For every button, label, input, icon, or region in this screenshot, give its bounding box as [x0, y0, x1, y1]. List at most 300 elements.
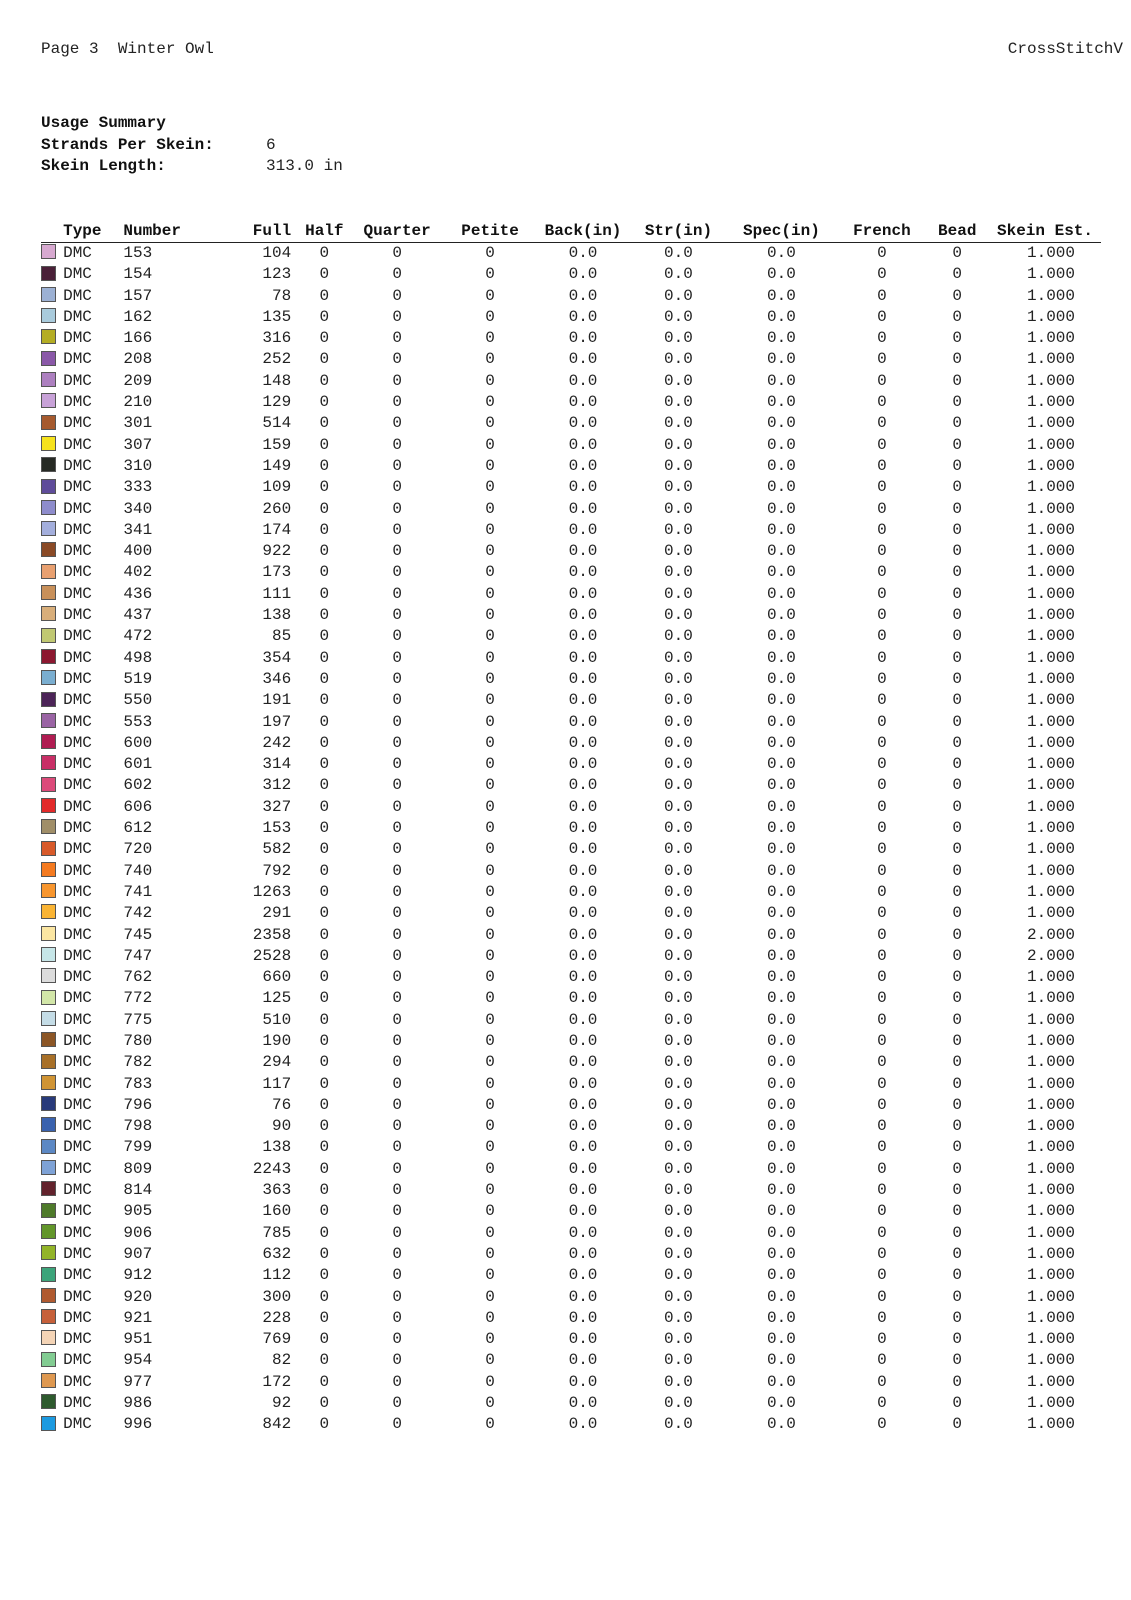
special-stitch-length: 0.0	[767, 1330, 796, 1349]
quarter-stitch-count: 0	[392, 968, 402, 987]
skein-estimate: 1.000	[1026, 904, 1075, 923]
thread-number: 921	[123, 1308, 153, 1327]
full-stitch-count: 117	[262, 1074, 292, 1093]
color-swatch	[41, 1054, 56, 1069]
half-stitch-count: 0	[319, 755, 330, 774]
backstitch-length: 0.0	[568, 1095, 598, 1114]
thread-number: 612	[123, 819, 153, 838]
skein-estimate: 1.000	[1026, 1181, 1075, 1200]
petite-stitch-count: 0	[485, 1053, 495, 1072]
quarter-stitch-count: 0	[392, 478, 402, 497]
bead-count: 0	[952, 499, 963, 518]
thread-type: DMC	[63, 733, 92, 752]
straight-stitch-length: 0.0	[664, 1117, 693, 1136]
table-row	[41, 1095, 1101, 1116]
thread-number: 437	[123, 606, 153, 625]
full-stitch-count: 510	[262, 1010, 292, 1029]
color-swatch	[41, 777, 56, 792]
french-knot-count: 0	[877, 1031, 887, 1050]
backstitch-length: 0.0	[568, 435, 598, 454]
skein-estimate: 1.000	[1026, 648, 1075, 667]
color-swatch	[41, 1075, 56, 1090]
french-knot-count: 0	[877, 989, 887, 1008]
petite-stitch-count: 0	[485, 1095, 495, 1114]
skein-estimate: 1.000	[1026, 499, 1075, 518]
table-row	[41, 967, 1101, 988]
french-knot-count: 0	[877, 1394, 887, 1413]
swatch-cell	[41, 775, 63, 796]
backstitch-length: 0.0	[568, 1031, 598, 1050]
table-row	[41, 775, 1101, 796]
swatch-cell	[41, 1159, 63, 1180]
bead-count: 0	[952, 1287, 963, 1306]
skein-estimate: 1.000	[1026, 1394, 1075, 1413]
thread-type: DMC	[63, 499, 92, 518]
thread-type: DMC	[63, 1095, 92, 1114]
skein-estimate: 1.000	[1026, 1010, 1075, 1029]
skein-estimate: 1.000	[1026, 1372, 1075, 1391]
backstitch-length: 0.0	[568, 797, 598, 816]
table-row	[41, 435, 1101, 456]
petite-stitch-count: 0	[485, 520, 495, 539]
full-stitch-count: 135	[262, 307, 292, 326]
half-stitch-count: 0	[319, 1287, 330, 1306]
table-row	[41, 882, 1101, 903]
table-row	[41, 1223, 1101, 1244]
skein-estimate: 1.000	[1026, 1266, 1075, 1285]
bead-count: 0	[952, 946, 963, 965]
thread-type: DMC	[63, 1372, 92, 1391]
bead-count: 0	[952, 1181, 963, 1200]
petite-stitch-count: 0	[485, 904, 495, 923]
skein-estimate: 1.000	[1026, 393, 1075, 412]
petite-stitch-count: 0	[485, 1266, 495, 1285]
skein-estimate: 1.000	[1026, 797, 1075, 816]
table-row	[41, 1180, 1101, 1201]
backstitch-length: 0.0	[568, 286, 598, 305]
thread-number: 310	[123, 456, 153, 475]
thread-type: DMC	[63, 478, 92, 497]
backstitch-length: 0.0	[568, 350, 598, 369]
thread-type: DMC	[63, 819, 92, 838]
straight-stitch-length: 0.0	[664, 563, 693, 582]
special-stitch-length: 0.0	[767, 1010, 796, 1029]
skein-length-value: 313.0 in	[266, 157, 343, 175]
quarter-stitch-count: 0	[392, 989, 402, 1008]
full-stitch-count: 660	[262, 968, 292, 987]
swatch-cell	[41, 328, 63, 349]
swatch-cell	[41, 818, 63, 839]
thread-type: DMC	[63, 584, 92, 603]
straight-stitch-length: 0.0	[664, 691, 693, 710]
half-stitch-count: 0	[319, 1308, 330, 1327]
quarter-stitch-count: 0	[392, 1330, 402, 1349]
swatch-cell	[41, 456, 63, 477]
special-stitch-length: 0.0	[767, 1117, 796, 1136]
thread-number: 333	[123, 478, 153, 497]
petite-stitch-count: 0	[485, 1351, 495, 1370]
petite-stitch-count: 0	[485, 1117, 495, 1136]
thread-number: 210	[123, 393, 153, 412]
table-header-row	[41, 220, 1101, 243]
thread-number: 742	[123, 904, 153, 923]
skein-estimate: 1.000	[1026, 1095, 1075, 1114]
french-knot-count: 0	[877, 712, 887, 731]
thread-type: DMC	[63, 968, 92, 987]
petite-stitch-count: 0	[485, 371, 495, 390]
straight-stitch-length: 0.0	[664, 265, 693, 284]
table-row	[41, 1244, 1101, 1265]
color-swatch	[41, 947, 56, 962]
petite-stitch-count: 0	[485, 265, 495, 284]
swatch-cell	[41, 392, 63, 413]
swatch-cell	[41, 541, 63, 562]
half-stitch-count: 0	[319, 691, 330, 710]
bead-count: 0	[952, 329, 963, 348]
color-swatch	[41, 990, 56, 1005]
swatch-cell	[41, 520, 63, 541]
thread-number: 602	[123, 776, 153, 795]
column-header: Back(in)	[535, 220, 630, 243]
special-stitch-length: 0.0	[767, 1181, 796, 1200]
backstitch-length: 0.0	[568, 669, 598, 688]
straight-stitch-length: 0.0	[664, 371, 693, 390]
quarter-stitch-count: 0	[392, 350, 402, 369]
table-row	[41, 903, 1101, 924]
skein-estimate: 2.000	[1026, 946, 1075, 965]
french-knot-count: 0	[877, 1266, 887, 1285]
table-row	[41, 562, 1101, 583]
quarter-stitch-count: 0	[392, 1308, 402, 1327]
french-knot-count: 0	[877, 286, 887, 305]
petite-stitch-count: 0	[485, 861, 495, 880]
backstitch-length: 0.0	[568, 606, 598, 625]
thread-number: 780	[123, 1031, 153, 1050]
backstitch-length: 0.0	[568, 456, 598, 475]
skein-estimate: 1.000	[1026, 1138, 1075, 1157]
half-stitch-count: 0	[319, 414, 330, 433]
thread-number: 977	[123, 1372, 153, 1391]
full-stitch-count: 291	[262, 904, 292, 923]
color-swatch	[41, 1181, 56, 1196]
special-stitch-length: 0.0	[767, 1053, 796, 1072]
thread-type: DMC	[63, 265, 92, 284]
half-stitch-count: 0	[319, 456, 330, 475]
skein-estimate: 1.000	[1026, 414, 1075, 433]
thread-number: 301	[123, 414, 153, 433]
color-swatch	[41, 1245, 56, 1260]
special-stitch-length: 0.0	[767, 946, 796, 965]
column-header: French	[837, 220, 927, 243]
special-stitch-length: 0.0	[767, 882, 796, 901]
thread-type: DMC	[63, 1287, 92, 1306]
color-swatch	[41, 1139, 56, 1154]
thread-type: DMC	[63, 244, 92, 262]
backstitch-length: 0.0	[568, 776, 598, 795]
color-swatch	[41, 351, 56, 366]
swatch-cell	[41, 1265, 63, 1286]
special-stitch-length: 0.0	[767, 1415, 796, 1434]
color-swatch	[41, 1416, 56, 1431]
thread-number: 340	[123, 499, 153, 518]
half-stitch-count: 0	[319, 478, 330, 497]
column-header: Skein Est.	[987, 220, 1101, 243]
french-knot-count: 0	[877, 669, 887, 688]
bead-count: 0	[952, 1031, 963, 1050]
table-row	[41, 307, 1101, 328]
swatch-cell	[41, 1350, 63, 1371]
backstitch-length: 0.0	[568, 563, 598, 582]
quarter-stitch-count: 0	[392, 542, 402, 561]
skein-estimate: 1.000	[1026, 371, 1075, 390]
color-swatch	[41, 436, 56, 451]
color-swatch	[41, 1032, 56, 1047]
straight-stitch-length: 0.0	[664, 627, 693, 646]
petite-stitch-count: 0	[485, 563, 495, 582]
swatch-cell	[41, 1201, 63, 1222]
bead-count: 0	[952, 691, 963, 710]
table-row	[41, 1010, 1101, 1031]
skein-estimate: 1.000	[1026, 733, 1075, 752]
backstitch-length: 0.0	[568, 712, 598, 731]
thread-type: DMC	[63, 1117, 92, 1136]
quarter-stitch-count: 0	[392, 797, 402, 816]
bead-count: 0	[952, 819, 963, 838]
french-knot-count: 0	[877, 1415, 887, 1434]
swatch-cell	[41, 988, 63, 1009]
backstitch-length: 0.0	[568, 1287, 598, 1306]
bead-count: 0	[952, 520, 963, 539]
color-swatch	[41, 713, 56, 728]
backstitch-length: 0.0	[568, 1372, 598, 1391]
petite-stitch-count: 0	[485, 286, 495, 305]
petite-stitch-count: 0	[485, 669, 495, 688]
bead-count: 0	[952, 1330, 963, 1349]
special-stitch-length: 0.0	[767, 1031, 796, 1050]
special-stitch-length: 0.0	[767, 1202, 796, 1221]
full-stitch-count: 314	[262, 755, 292, 774]
straight-stitch-length: 0.0	[664, 1415, 693, 1434]
straight-stitch-length: 0.0	[664, 499, 693, 518]
thread-number: 796	[123, 1095, 153, 1114]
color-swatch	[41, 841, 56, 856]
thread-type: DMC	[63, 797, 92, 816]
half-stitch-count: 0	[319, 520, 330, 539]
skein-estimate: 1.000	[1026, 819, 1075, 838]
half-stitch-count: 0	[319, 350, 330, 369]
thread-number: 920	[123, 1287, 153, 1306]
half-stitch-count: 0	[319, 1223, 330, 1242]
special-stitch-length: 0.0	[767, 478, 796, 497]
swatch-cell	[41, 1308, 63, 1329]
full-stitch-count: 85	[271, 627, 292, 646]
skein-estimate: 1.000	[1026, 691, 1075, 710]
thread-number: 762	[123, 968, 153, 987]
thread-type: DMC	[63, 520, 92, 539]
thread-type: DMC	[63, 1053, 92, 1072]
backstitch-length: 0.0	[568, 520, 598, 539]
bead-count: 0	[952, 584, 963, 603]
french-knot-count: 0	[877, 265, 887, 284]
thread-type: DMC	[63, 329, 92, 348]
bead-count: 0	[952, 1266, 963, 1285]
table-row	[41, 1372, 1101, 1393]
full-stitch-count: 191	[262, 691, 292, 710]
quarter-stitch-count: 0	[392, 393, 402, 412]
table-row	[41, 754, 1101, 775]
petite-stitch-count: 0	[485, 882, 495, 901]
special-stitch-length: 0.0	[767, 520, 796, 539]
half-stitch-count: 0	[319, 627, 330, 646]
skein-estimate: 1.000	[1026, 1159, 1075, 1178]
backstitch-length: 0.0	[568, 1053, 598, 1072]
swatch-cell	[41, 286, 63, 307]
swatch-cell	[41, 243, 63, 265]
thread-number: 606	[123, 797, 153, 816]
thread-number: 600	[123, 733, 153, 752]
straight-stitch-length: 0.0	[664, 286, 693, 305]
thread-type: DMC	[63, 1330, 92, 1349]
quarter-stitch-count: 0	[392, 1181, 402, 1200]
backstitch-length: 0.0	[568, 1181, 598, 1200]
half-stitch-count: 0	[319, 861, 330, 880]
straight-stitch-length: 0.0	[664, 1159, 693, 1178]
half-stitch-count: 0	[319, 904, 330, 923]
thread-number: 601	[123, 755, 153, 774]
table-row	[41, 861, 1101, 882]
bead-count: 0	[952, 989, 963, 1008]
half-stitch-count: 0	[319, 669, 330, 688]
full-stitch-count: 148	[262, 371, 292, 390]
swatch-cell	[41, 903, 63, 924]
thread-number: 740	[123, 861, 153, 880]
swatch-column-header	[41, 220, 63, 243]
swatch-cell	[41, 1031, 63, 1052]
french-knot-count: 0	[877, 1330, 887, 1349]
swatch-cell	[41, 648, 63, 669]
petite-stitch-count: 0	[485, 1394, 495, 1413]
table-row	[41, 1116, 1101, 1137]
swatch-cell	[41, 861, 63, 882]
full-stitch-count: 582	[262, 840, 292, 859]
petite-stitch-count: 0	[485, 968, 495, 987]
bead-count: 0	[952, 733, 963, 752]
quarter-stitch-count: 0	[392, 1351, 402, 1370]
petite-stitch-count: 0	[485, 648, 495, 667]
color-swatch	[41, 500, 56, 515]
straight-stitch-length: 0.0	[664, 435, 693, 454]
skein-estimate: 1.000	[1026, 1330, 1075, 1349]
straight-stitch-length: 0.0	[664, 1330, 693, 1349]
petite-stitch-count: 0	[485, 1287, 495, 1306]
backstitch-length: 0.0	[568, 904, 598, 923]
swatch-cell	[41, 264, 63, 285]
table-row	[41, 1031, 1101, 1052]
table-row	[41, 839, 1101, 860]
petite-stitch-count: 0	[485, 989, 495, 1008]
color-swatch	[41, 308, 56, 323]
full-stitch-count: 159	[262, 435, 292, 454]
skein-estimate: 1.000	[1026, 1202, 1075, 1221]
bead-count: 0	[952, 563, 963, 582]
bead-count: 0	[952, 669, 963, 688]
straight-stitch-length: 0.0	[664, 1351, 693, 1370]
straight-stitch-length: 0.0	[664, 1095, 693, 1114]
thread-number: 153	[123, 244, 153, 262]
thread-usage-table	[41, 220, 1101, 1436]
half-stitch-count: 0	[319, 329, 330, 348]
table-row	[41, 946, 1101, 967]
skein-estimate: 2.000	[1026, 925, 1075, 944]
bead-count: 0	[952, 1244, 963, 1263]
half-stitch-count: 0	[319, 499, 330, 518]
quarter-stitch-count: 0	[392, 1159, 402, 1178]
thread-type: DMC	[63, 755, 92, 774]
straight-stitch-length: 0.0	[664, 925, 693, 944]
thread-number: 809	[123, 1159, 153, 1178]
swatch-cell	[41, 1414, 63, 1435]
french-knot-count: 0	[877, 307, 887, 326]
petite-stitch-count: 0	[485, 606, 495, 625]
table-row	[41, 286, 1101, 307]
column-header: Bead	[927, 220, 987, 243]
skein-estimate: 1.000	[1026, 265, 1075, 284]
full-stitch-count: 842	[262, 1415, 292, 1434]
bead-count: 0	[952, 925, 963, 944]
swatch-cell	[41, 1052, 63, 1073]
thread-number: 814	[123, 1181, 153, 1200]
quarter-stitch-count: 0	[392, 1244, 402, 1263]
special-stitch-length: 0.0	[767, 797, 796, 816]
full-stitch-count: 125	[262, 989, 292, 1008]
special-stitch-length: 0.0	[767, 307, 796, 326]
bead-count: 0	[952, 244, 963, 262]
color-swatch	[41, 1117, 56, 1132]
special-stitch-length: 0.0	[767, 1223, 796, 1242]
column-header: Half	[299, 220, 349, 243]
thread-type: DMC	[63, 1415, 92, 1434]
bead-count: 0	[952, 478, 963, 497]
straight-stitch-length: 0.0	[664, 797, 693, 816]
quarter-stitch-count: 0	[392, 840, 402, 859]
half-stitch-count: 0	[319, 1351, 330, 1370]
straight-stitch-length: 0.0	[664, 478, 693, 497]
half-stitch-count: 0	[319, 1138, 330, 1157]
quarter-stitch-count: 0	[392, 1266, 402, 1285]
full-stitch-count: 2243	[252, 1159, 292, 1178]
french-knot-count: 0	[877, 691, 887, 710]
straight-stitch-length: 0.0	[664, 350, 693, 369]
table-row	[41, 797, 1101, 818]
summary-title: Usage Summary	[41, 114, 166, 132]
special-stitch-length: 0.0	[767, 1266, 796, 1285]
thread-type: DMC	[63, 1351, 92, 1370]
bead-count: 0	[952, 712, 963, 731]
thread-number: 783	[123, 1074, 153, 1093]
swatch-cell	[41, 1393, 63, 1414]
straight-stitch-length: 0.0	[664, 1053, 693, 1072]
thread-type: DMC	[63, 946, 92, 965]
full-stitch-count: 252	[262, 350, 292, 369]
half-stitch-count: 0	[319, 1394, 330, 1413]
half-stitch-count: 0	[319, 563, 330, 582]
half-stitch-count: 0	[319, 840, 330, 859]
bead-count: 0	[952, 350, 963, 369]
straight-stitch-length: 0.0	[664, 1031, 693, 1050]
special-stitch-length: 0.0	[767, 435, 796, 454]
special-stitch-length: 0.0	[767, 456, 796, 475]
swatch-cell	[41, 669, 63, 690]
